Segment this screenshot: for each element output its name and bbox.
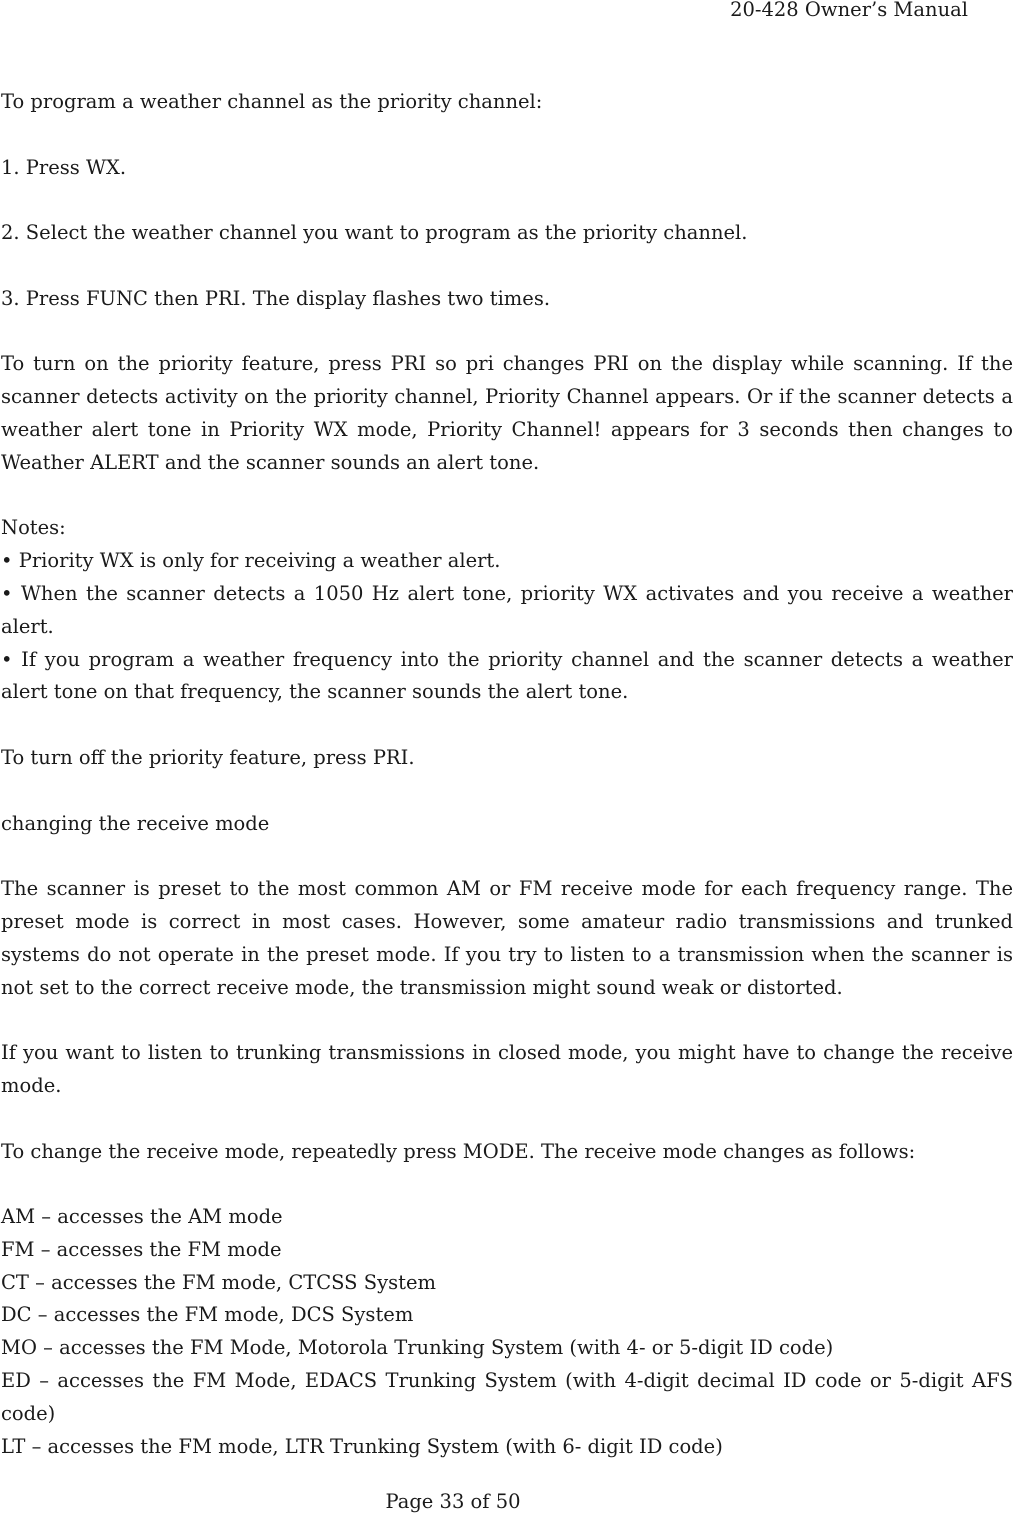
note-item: • If you program a weather frequency into the priority channel and the scanner detects a weather alert tone on that frequency, the scanner sounds the alert tone. <box>1 647 1013 704</box>
receive-mode-intro: The scanner is preset to the most common AM or FM receive mode for each frequency range. The preset mode is correct in most cases. However, some amateur radio transmissions and trunked systems do not operate in the preset mode. If you try to listen to a transmission when the scanner is not set to the correct receive mode, the transmission might sound weak or distorted. <box>1 877 1013 999</box>
mode-list-item: MO – accesses the FM Mode, Motorola Trunking System (with 4- or 5-digit ID code) <box>1 1336 834 1360</box>
priority-off-paragraph: To turn off the priority feature, press PRI. <box>1 745 415 769</box>
mode-list-item: FM – accesses the FM mode <box>1 1237 282 1261</box>
step-1: 1. Press WX. <box>1 155 127 179</box>
weather-priority-intro: To program a weather channel as the priority channel: <box>1 90 543 113</box>
change-mode-paragraph: To change the receive mode, repeatedly press MODE. The receive mode changes as follows: <box>1 1139 916 1163</box>
mode-list-item: AM – accesses the AM mode <box>1 1205 283 1229</box>
note-item: • When the scanner detects a 1050 Hz alert tone, priority WX activates and you receive a weather alert. <box>1 581 1013 638</box>
trunking-note: If you want to listen to trunking transmissions in closed mode, you might have to change the receive mode. <box>1 1041 1013 1097</box>
step-3: 3. Press FUNC then PRI. The display flashes two times. <box>1 286 551 310</box>
notes-title: Notes: <box>1 516 66 540</box>
priority-on-paragraph: To turn on the priority feature, press PRI so pri changes PRI on the display while scanning. If the scanner detects activity on the priority channel, Priority Channel appears. Or if the scanner detects a weather alert tone in Priority WX mode, Priority Channel! appears for 3 seconds then changes to Weather ALERT and the scanner sounds an alert tone. <box>1 352 1013 474</box>
mode-list-item: DC – accesses the FM mode, DCS System <box>1 1303 414 1327</box>
mode-list-item: ED – accesses the FM Mode, EDACS Trunking System (with 4-digit decimal ID code or 5-digit AFS code) <box>1 1369 1013 1425</box>
manual-header: 20-428 Owner’s Manual <box>730 0 968 21</box>
mode-list-item: LT – accesses the FM mode, LTR Trunking System (with 6- digit ID code) <box>1 1434 723 1458</box>
step-2: 2. Select the weather channel you want to program as the priority channel. <box>1 221 748 245</box>
page-body <box>1 86 1013 1463</box>
page-number: Page 33 of 50 <box>385 1490 521 1513</box>
note-item: • Priority WX is only for receiving a weather alert. <box>1 549 501 573</box>
mode-list-item: CT – accesses the FM mode, CTCSS System <box>1 1270 436 1294</box>
section-heading: changing the receive mode <box>1 811 270 835</box>
